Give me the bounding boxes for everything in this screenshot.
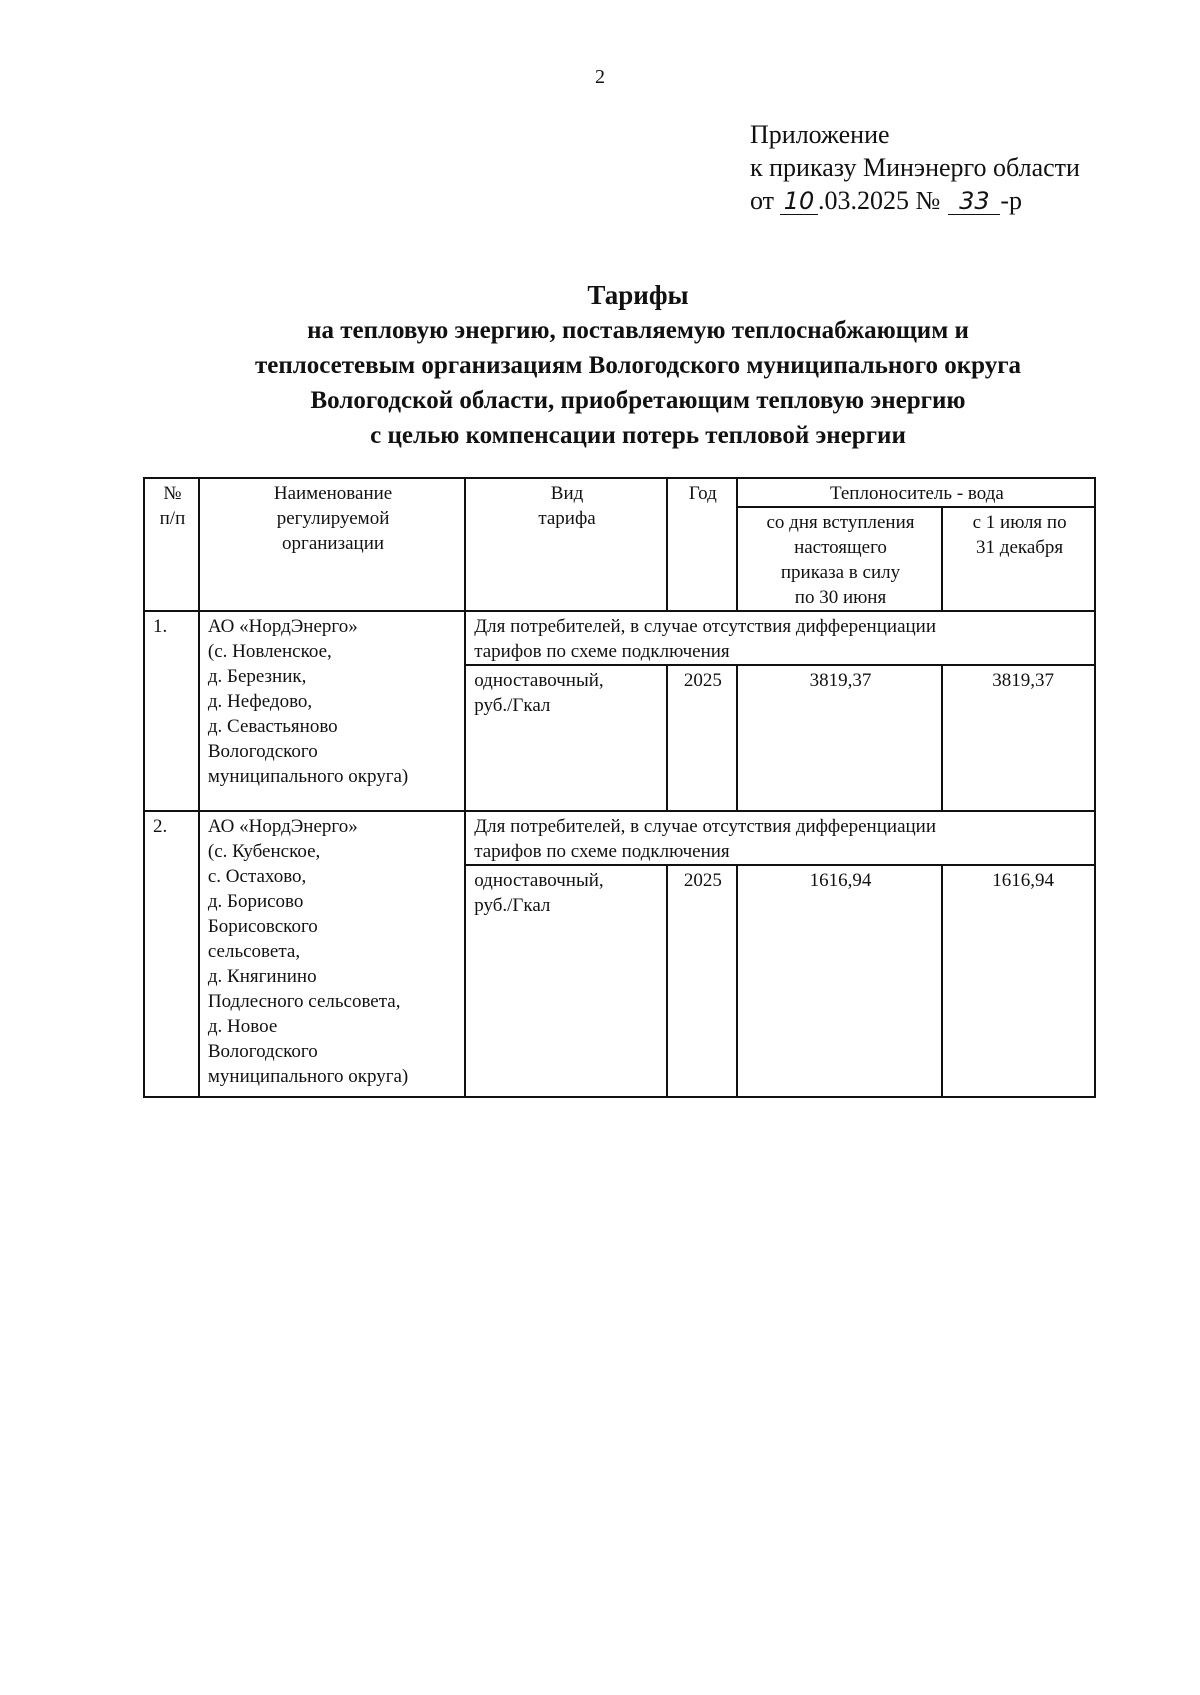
appendix-line1: Приложение	[750, 120, 890, 149]
row-value-period1: 1616,94	[737, 865, 942, 1097]
date-day-handwritten: 10	[780, 188, 818, 215]
row-num: 1.	[144, 611, 199, 811]
row-org: АО «НордЭнерго» (с. Кубенское, с. Остахово, д. Борисово Борисовского сельсовета, д. Княгинино Подлесного сельсовета, д. Новое Вологодского муниципального округа)	[199, 811, 465, 1097]
title-line2: на тепловую энергию, поставляемую теплоснабжающим и	[307, 317, 969, 344]
page-number: 2	[595, 66, 605, 88]
row-tariff-type: одноставочный, руб./Гкал	[465, 665, 667, 811]
header-period2: с 1 июля по 31 декабря	[942, 507, 1095, 611]
header-carrier: Теплоноситель - вода	[737, 478, 1095, 507]
row-consumer-group: Для потребителей, в случае отсутствия дифференциации тарифов по схеме подключения	[465, 811, 1095, 865]
row-tariff-type: одноставочный, руб./Гкал	[465, 865, 667, 1097]
appendix-line2: к приказу Минэнерго области	[750, 153, 1080, 182]
appendix-block	[750, 118, 1080, 217]
table-header-row	[144, 478, 1095, 507]
row-year: 2025	[667, 865, 737, 1097]
order-number-handwritten: 33	[948, 188, 1000, 215]
row-value-period2: 1616,94	[942, 865, 1095, 1097]
date-rest: .03.2025 №	[818, 186, 941, 215]
document-title	[0, 278, 1200, 453]
row-num: 2.	[144, 811, 199, 1097]
header-tariff-type: Вид тарифа	[465, 478, 667, 611]
row-consumer-group: Для потребителей, в случае отсутствия дифференциации тарифов по схеме подключения	[465, 611, 1095, 665]
header-period1: со дня вступления настоящего приказа в силу по 30 июня	[737, 507, 942, 611]
row-org: АО «НордЭнерго» (с. Новленское, д. Березник, д. Нефедово, д. Севастьяново Вологодского муниципального округа)	[199, 611, 465, 811]
header-org: Наименование регулируемой организации	[199, 478, 465, 611]
row-value-period1: 3819,37	[737, 665, 942, 811]
title-line3: теплосетевым организациям Вологодского муниципального округа	[254, 352, 1022, 379]
order-suffix: -р	[1000, 186, 1023, 215]
header-num: № п/п	[144, 478, 199, 611]
table-row	[144, 811, 1095, 865]
row-year: 2025	[667, 665, 737, 811]
tariff-table	[143, 477, 1096, 1098]
title-line1: Тарифы	[587, 280, 689, 310]
title-line4: Вологодской области, приобретающим тепловую энергию	[310, 387, 966, 414]
appendix-date-line	[750, 184, 1080, 217]
row-value-period2: 3819,37	[942, 665, 1095, 811]
header-year: Год	[667, 478, 737, 611]
table-row	[144, 611, 1095, 665]
title-line5: с целью компенсации потерь тепловой энергии	[370, 422, 906, 449]
date-prefix: от	[750, 186, 775, 215]
